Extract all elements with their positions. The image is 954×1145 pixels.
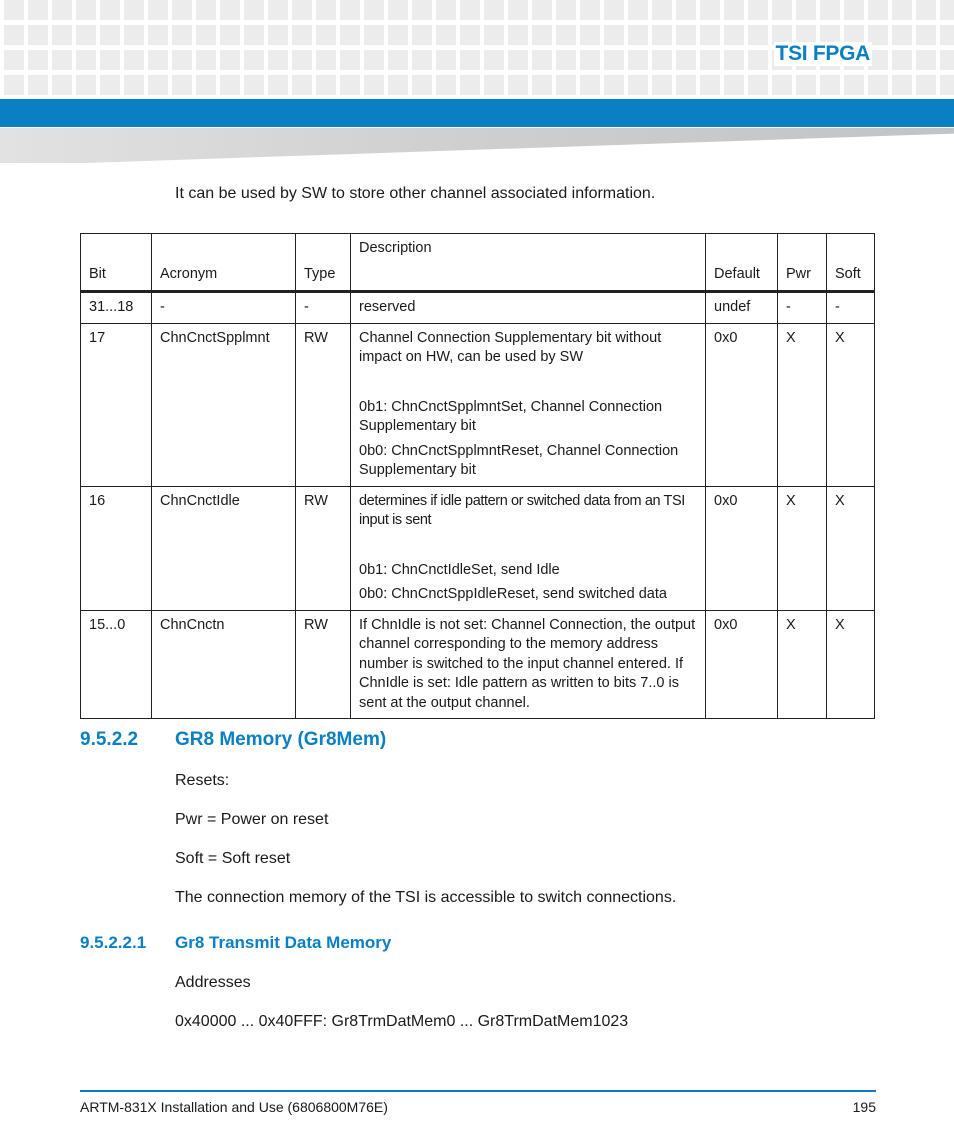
paragraph-soft: Soft = Soft reset (175, 850, 291, 867)
cell-default: 0x0 (706, 610, 778, 719)
subsection-heading (80, 933, 391, 953)
column-header-soft: Soft (827, 234, 875, 292)
paragraph-address-range: 0x40000 ... 0x40FFF: Gr8TrmDatMem0 ... Gr8TrmDatMem1023 (175, 1013, 629, 1030)
cell-soft: - (827, 292, 875, 324)
column-header-pwr: Pwr (778, 234, 827, 292)
footer-page-number: 195 (852, 1099, 876, 1115)
running-header-title: TSI FPGA (775, 42, 870, 65)
intro-paragraph: It can be used by SW to store other channel associated information. (175, 185, 656, 202)
cell-bit: 16 (81, 486, 152, 610)
cell-bit: 15...0 (81, 610, 152, 719)
cell-pwr: X (778, 486, 827, 610)
paragraph-addresses: Addresses (175, 974, 251, 991)
column-header-default: Default (706, 234, 778, 292)
register-table (80, 233, 875, 719)
header-blue-bar (0, 99, 954, 127)
subsection-title: Gr8 Transmit Data Memory (175, 933, 392, 952)
cell-acronym: ChnCnctn (152, 610, 296, 719)
paragraph-connection-memory: The connection memory of the TSI is accessible to switch connections. (175, 889, 677, 906)
cell-acronym: - (152, 292, 296, 324)
footer-document-title: ARTM-831X Installation and Use (6806800M76E) (80, 1099, 388, 1115)
table-row (81, 486, 875, 610)
cell-description (351, 610, 706, 719)
description-line: 0b1: ChnCnctSpplmntSet, Channel Connection Supplementary bit (359, 398, 663, 434)
section-title: GR8 Memory (Gr8Mem) (175, 729, 387, 750)
cell-description (351, 292, 706, 324)
cell-soft: X (827, 323, 875, 486)
cell-soft: X (827, 610, 875, 719)
subsection-number: 9.5.2.2.1 (80, 933, 147, 952)
column-header-bit: Bit (81, 234, 152, 292)
cell-bit: 17 (81, 323, 152, 486)
column-header-acronym: Acronym (152, 234, 296, 292)
description-line: 0b0: ChnCnctSpplmntReset, Channel Connection Supplementary bit (359, 442, 679, 478)
cell-acronym: ChnCnctSpplmnt (152, 323, 296, 486)
section-heading (80, 729, 386, 751)
cell-bit: 31...18 (81, 292, 152, 324)
description-line: If ChnIdle is not set: Channel Connection, the output channel corresponding to the memory address number is switched to the input channel entered. If ChnIdle is set: Idle pattern as written to bits 7..0 is sent at the output channel. (359, 616, 696, 711)
table-row (81, 610, 875, 719)
footer-rule (80, 1090, 876, 1092)
table-header-row (81, 234, 875, 292)
description-line: reserved (359, 299, 416, 315)
cell-type: RW (296, 610, 351, 719)
column-header-description: Description (351, 234, 706, 292)
cell-soft: X (827, 486, 875, 610)
table-row (81, 292, 875, 324)
cell-pwr: - (778, 292, 827, 324)
column-header-type: Type (296, 234, 351, 292)
paragraph-pwr: Pwr = Power on reset (175, 811, 329, 828)
cell-pwr: X (778, 323, 827, 486)
cell-default: 0x0 (706, 323, 778, 486)
cell-type: - (296, 292, 351, 324)
cell-default: 0x0 (706, 486, 778, 610)
paragraph-resets: Resets: (175, 772, 230, 789)
cell-type: RW (296, 486, 351, 610)
table-row (81, 323, 875, 486)
description-line: Channel Connection Supplementary bit without impact on HW, can be used by SW (359, 329, 662, 365)
description-line: 0b0: ChnCnctSppIdleReset, send switched data (359, 586, 667, 602)
section-number: 9.5.2.2 (80, 729, 139, 750)
cell-description (351, 486, 706, 610)
cell-pwr: X (778, 610, 827, 719)
cell-acronym: ChnCnctIdle (152, 486, 296, 610)
header-grey-band (0, 128, 954, 163)
description-line: 0b1: ChnCnctIdleSet, send Idle (359, 561, 560, 578)
cell-description (351, 323, 706, 486)
cell-default: undef (706, 292, 778, 324)
cell-type: RW (296, 323, 351, 486)
description-line: determines if idle pattern or switched data from an TSI input is sent (359, 492, 685, 528)
